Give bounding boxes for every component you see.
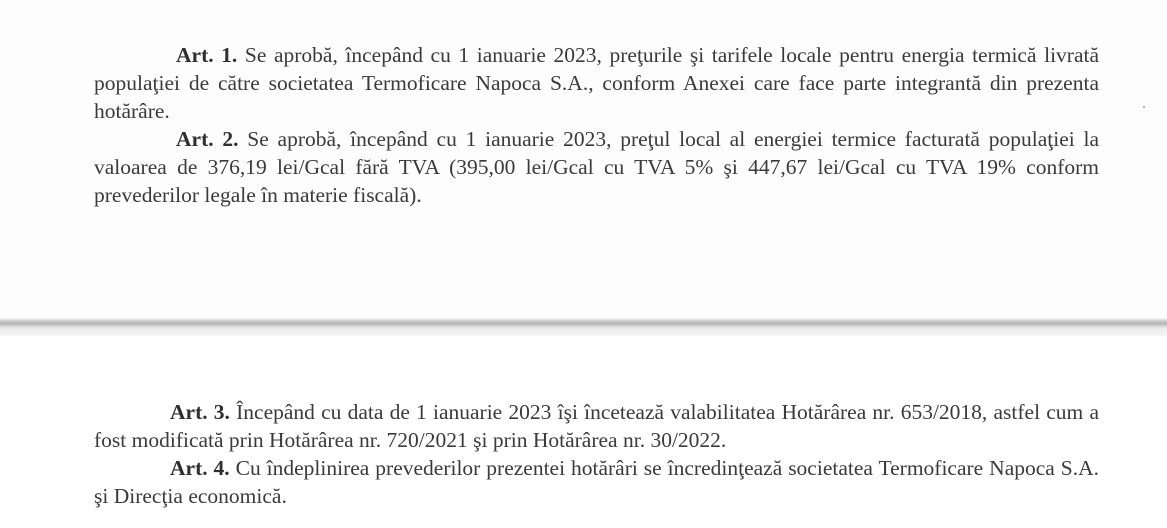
article-2-label: Art. 2. <box>176 127 239 151</box>
article-4 <box>94 454 1099 510</box>
article-3-label: Art. 3. <box>170 400 230 424</box>
articles-section-bottom <box>94 398 1099 510</box>
scan-speck <box>1143 106 1145 108</box>
article-4-text: Cu îndeplinirea prevederilor prezentei hotărâri se încredinţează societatea Termoficare Napoca S.A. şi Direcţia economică. <box>94 456 1100 508</box>
article-4-label: Art. 4. <box>170 456 230 480</box>
article-2 <box>94 125 1099 209</box>
article-1 <box>94 41 1099 125</box>
article-3 <box>94 398 1099 454</box>
article-2-text: Se aprobă, începând cu 1 ianuarie 2023, preţul local al energiei termice facturată populaţiei la valoarea de 376,19 lei/Gcal fără TVA (395,00 lei/Gcal cu TVA 5% şi 447,67 lei/Gcal cu TVA 19% conform prevederilor legale în materie fiscală). <box>94 127 1099 207</box>
article-3-text: Începând cu data de 1 ianuarie 2023 îşi încetează valabilitatea Hotărârea nr. 653/2018, astfel cum a fost modificată prin Hotărârea nr. 720/2021 şi prin Hotărârea nr. 30/2022. <box>94 400 1099 452</box>
article-1-label: Art. 1. <box>176 43 238 67</box>
article-1-text: Se aprobă, începând cu 1 ianuarie 2023, preţurile şi tarifele locale pentru energia termică livrată populaţiei de către societatea Termoficare Napoca S.A., conform Anexei care face parte integrantă din prezenta hotărâre. <box>94 43 1100 123</box>
page-separator <box>0 318 1167 336</box>
articles-section-top <box>94 41 1099 209</box>
